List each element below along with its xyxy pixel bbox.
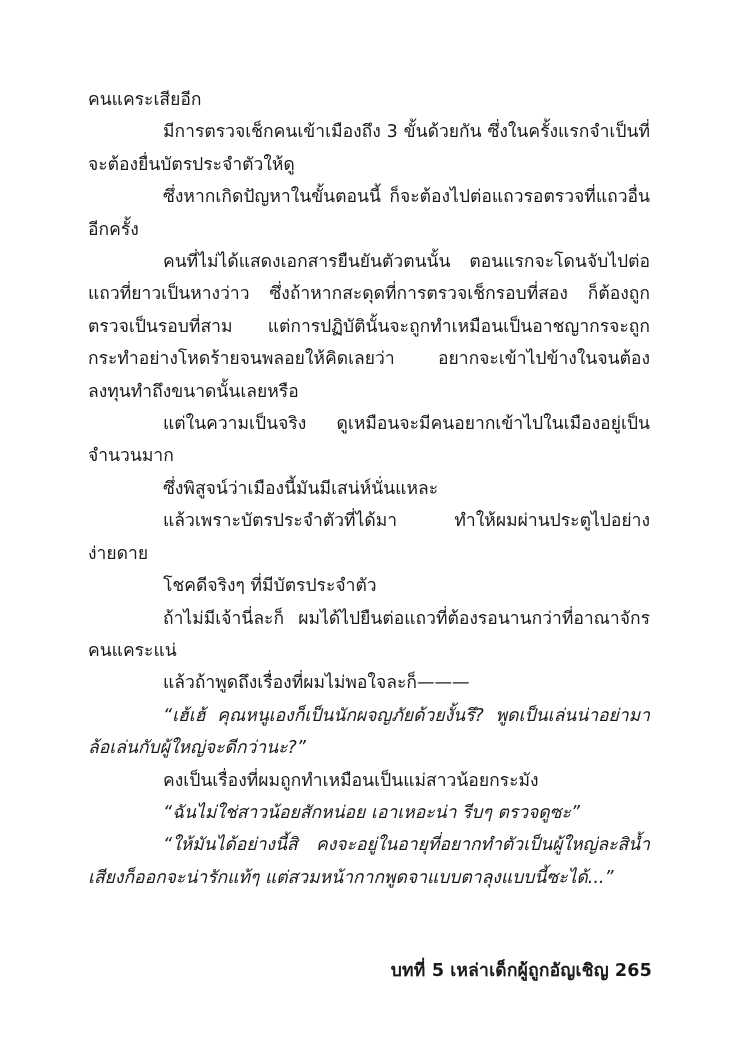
paragraph: มีการตรวจเช็กคนเข้าเมืองถึง 3 ขั้นด้วยกัน ซึ่งในครั้งแรกจำเป็นที่จะต้องยื่นบัตรประจำตัวให้ดู [88, 122, 650, 175]
paragraph: คนที่ไม่ได้แสดงเอกสารยืนยันตัวตนนั้น ตอนแรกจะโดนจับไปต่อแถวที่ยาวเป็นหางว่าว ซึ่งถ้าหากสะดุดที่การตรวจเช็กรอบที่สอง ก็ต้องถูกตรวจเป็นรอบที่สาม แต่การปฏิบัตินั้นจะถูกทำเหมือนเป็นอาชญากรจะถูกกระทำอย่างโหดร้ายจนพลอยให้คิดเลยว่า อยากจะเข้าไปข้างในจนต้องลงทุนทำถึงขนาดนั้นเลยหรือ [88, 252, 650, 402]
body-text [88, 84, 650, 894]
paragraph: โชคดีจริงๆ ที่มีบัตรประจำตัว [163, 576, 377, 597]
paragraph: ถ้าไม่มีเจ้านี่ละก็ ผมได้ไปยืนต่อแถวที่ต้องรอนานกว่าที่อาณาจักรคนแคระแน่ [88, 608, 650, 661]
paragraph: ซึ่งหากเกิดปัญหาในขั้นตอนนี้ ก็จะต้องไปต่อแถวรอตรวจที่แถวอื่นอีกครั้ง [88, 187, 650, 240]
paragraph: แล้วเพราะบัตรประจำตัวที่ได้มา ทำให้ผมผ่านประตูไปอย่างง่ายดาย [88, 511, 650, 564]
dialogue-paragraph: “ให้มันได้อย่างนี้สิ คงจะอยู่ในอายุที่อยากทำตัวเป็นผู้ใหญ่ละสิน้ำเสียงก็ออกจะน่ารักแท้ๆ แต่สวมหน้ากากพูดจาแบบตาลุงแบบนี้ซะได้...” [88, 835, 650, 888]
paragraph: แต่ในความเป็นจริง ดูเหมือนจะมีคนอยากเข้าไปในเมืองอยู่เป็นจำนวนมาก [88, 414, 650, 467]
page-number: 265 [614, 961, 652, 981]
dialogue-paragraph: “ฉันไม่ใช่สาวน้อยสักหน่อย เอาเหอะน่า รีบๆ ตรวจดูซะ” [163, 802, 580, 823]
chapter-title: เหล่าเด็กผู้ถูกอัญเชิญ [450, 961, 609, 981]
paragraph: ซึ่งพิสูจน์ว่าเมืองนี้มันมีเสน่ห์นั่นแหละ [163, 478, 439, 499]
paragraph: แล้วถ้าพูดถึงเรื่องที่ผมไม่พอใจละก็——— [163, 673, 470, 694]
paragraph: คงเป็นเรื่องที่ผมถูกทำเหมือนเป็นแม่สาวน้อยกระมัง [163, 770, 539, 791]
chapter-label: บทที่ 5 [390, 961, 445, 981]
running-footer [385, 956, 652, 984]
dialogue-paragraph: “เฮ้เฮ้ คุณหนูเองก็เป็นนักผจญภัยด้วยงั้นรึ? พูดเป็นเล่นน่าอย่ามาล้อเล่นกับผู้ใหญ่จะดีกว่านะ?” [88, 705, 650, 759]
paragraph: คนแคระเสียอีก [88, 90, 202, 110]
